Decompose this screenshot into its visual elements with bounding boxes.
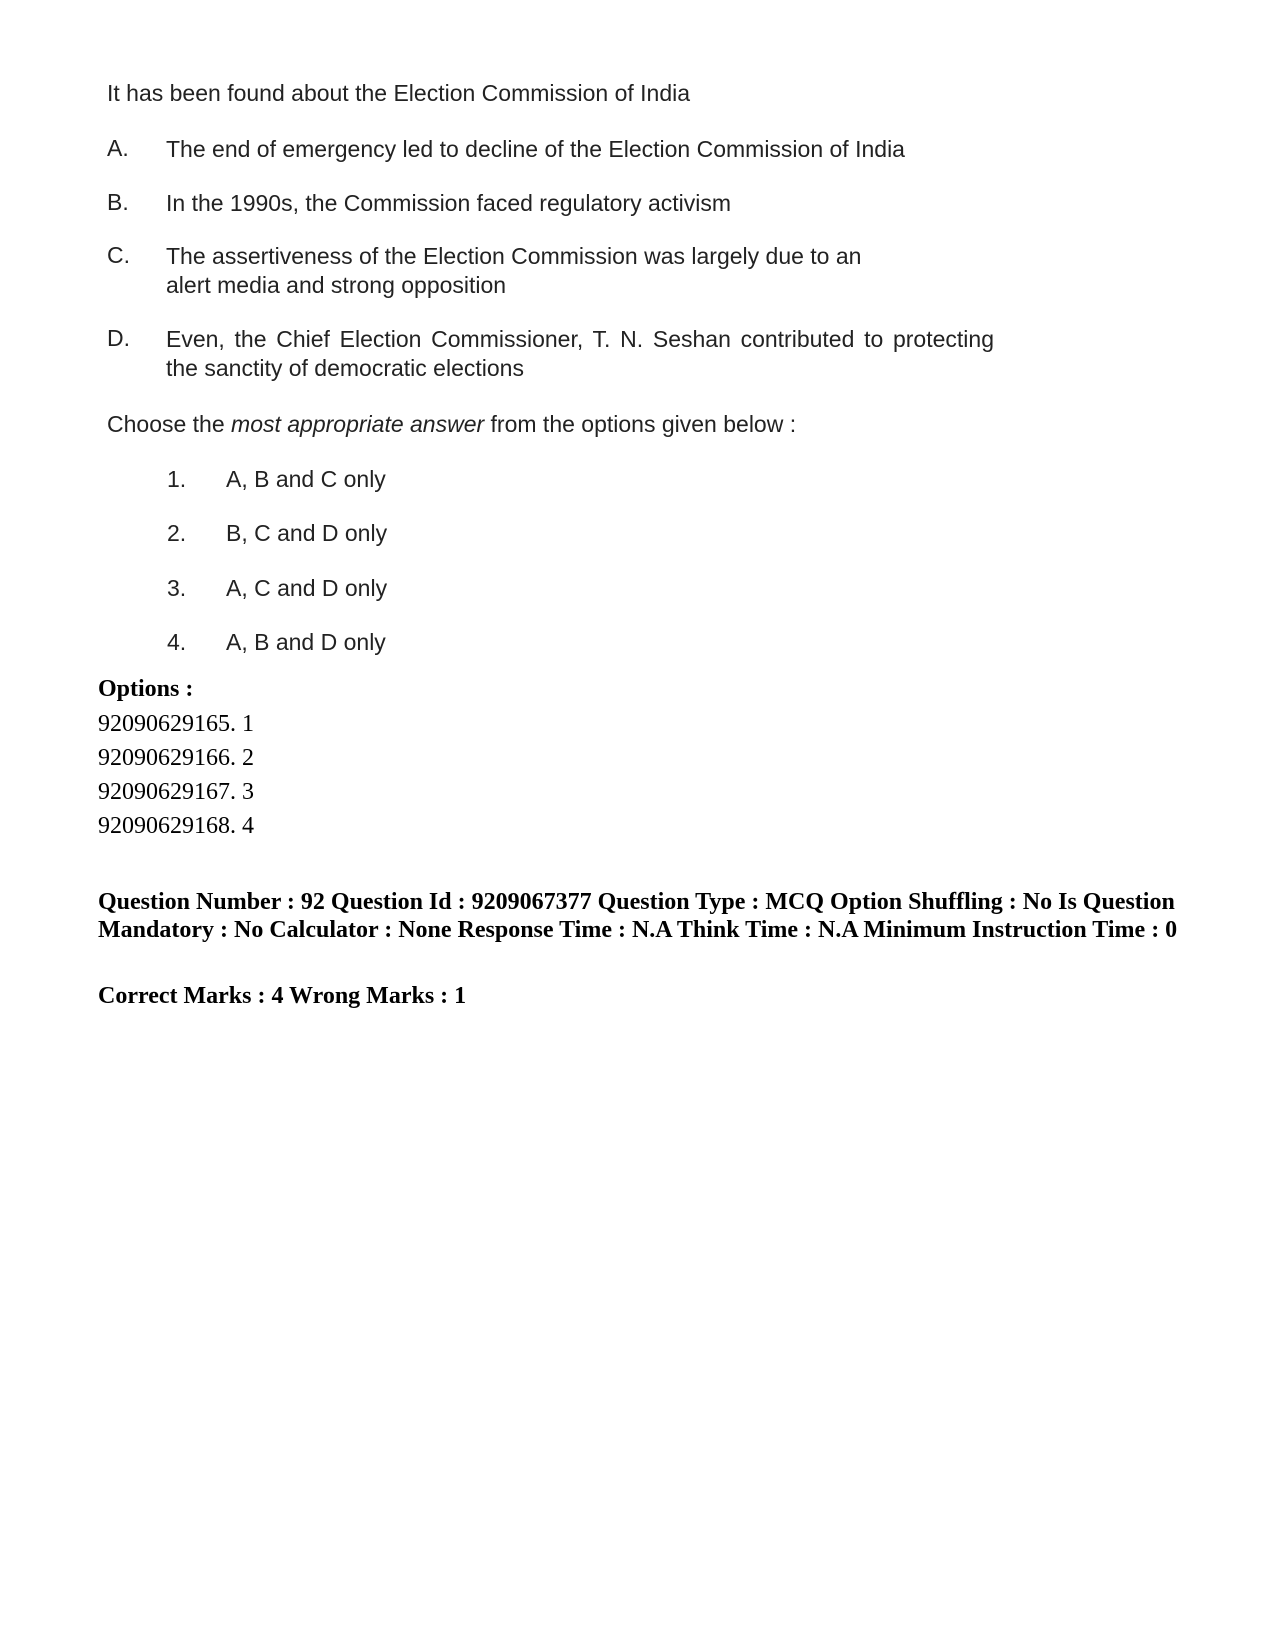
statement-letter: A.: [107, 135, 129, 161]
answer-number: 2.: [167, 520, 187, 546]
statement-c: [107, 242, 987, 300]
statement-d: [107, 325, 994, 383]
statement-letter: B.: [107, 189, 129, 215]
statement-text: The end of emergency led to decline of the Election Commission of India: [166, 136, 905, 162]
option-item: 92090629165. 1: [98, 711, 254, 737]
answer-text: A, C and D only: [226, 575, 388, 601]
answer-number: 4.: [167, 629, 187, 655]
option-item: 92090629167. 3: [98, 779, 254, 805]
statement-b: [107, 189, 987, 218]
answer-number: 1.: [167, 466, 187, 492]
answer-choice-1: [167, 466, 386, 493]
choose-before: Choose the: [107, 411, 232, 437]
option-item: 92090629166. 2: [98, 745, 254, 771]
choose-instruction: [107, 411, 796, 438]
option-item: 92090629168. 4: [98, 813, 254, 839]
statement-letter: D.: [107, 325, 130, 351]
answer-text: A, B and C only: [226, 466, 386, 492]
statement-a: [107, 135, 987, 164]
options-heading: Options :: [98, 676, 194, 702]
statement-text: Even, the Chief Election Commissioner, T. N. Seshan contributed to protecting the sanctity of democratic elections: [166, 326, 994, 381]
question-metadata: Question Number : 92 Question Id : 9209067377 Question Type : MCQ Option Shuffling : No Is Question Mandatory : No Calculator : None Response Time : N.A Think Time : N.A Minimum Instruction Time : 0: [98, 889, 1178, 943]
answer-text: B, C and D only: [226, 520, 388, 546]
answer-choice-2: [167, 520, 387, 547]
answer-number: 3.: [167, 575, 187, 601]
answer-text: A, B and D only: [226, 629, 386, 655]
marks-info: Correct Marks : 4 Wrong Marks : 1: [98, 983, 467, 1009]
question-intro: It has been found about the Election Commission of India: [107, 80, 691, 106]
choose-after: from the options given below :: [484, 411, 797, 437]
choose-emphasis: most appropriate answer: [231, 411, 485, 437]
statement-letter: C.: [107, 242, 130, 268]
answer-choice-3: [167, 575, 387, 602]
statement-text: The assertiveness of the Election Commission was largely due to an alert media and strong opposition: [166, 243, 862, 298]
answer-choice-4: [167, 629, 386, 656]
statement-text: In the 1990s, the Commission faced regulatory activism: [166, 190, 732, 216]
